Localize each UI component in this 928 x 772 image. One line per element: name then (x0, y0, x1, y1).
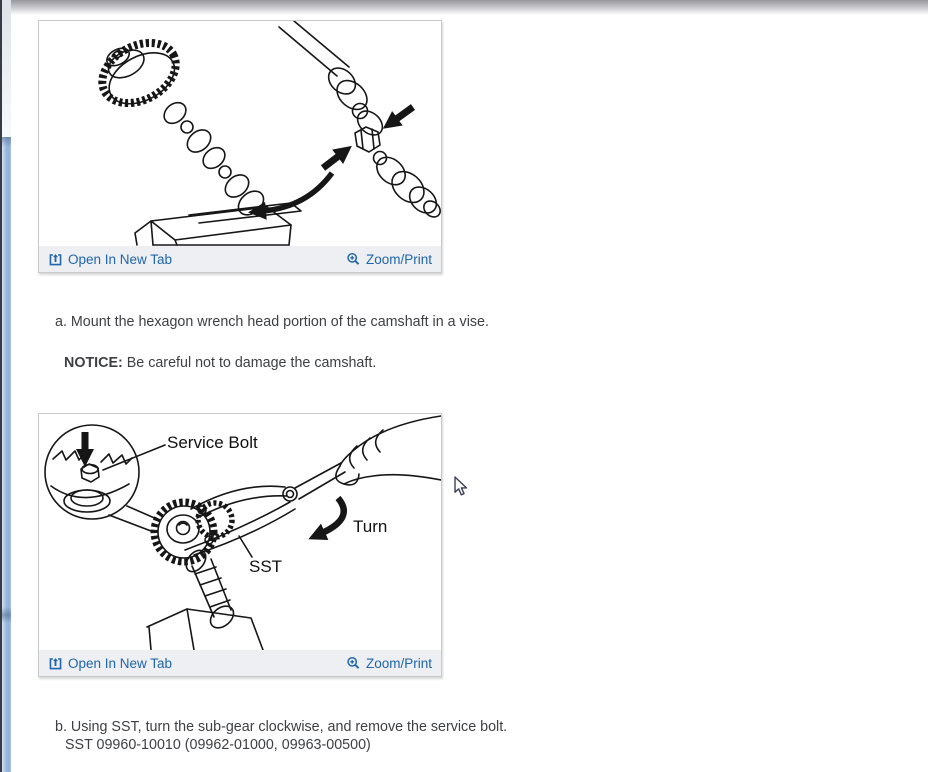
open-in-new-tab-link[interactable] (48, 656, 172, 671)
camshaft-vise-drawing (39, 21, 441, 246)
direction-arrows (263, 107, 413, 211)
zoom-print-label: Zoom/Print (365, 655, 432, 671)
window-top-edge (10, 0, 928, 15)
arrow-cursor (454, 476, 474, 498)
figure2-footer (39, 650, 441, 676)
notice-text (64, 355, 376, 371)
left-scrollbar[interactable] (0, 0, 11, 772)
notice-body: Be careful not to damage the camshaft. (122, 355, 377, 371)
notice-label: NOTICE: (64, 355, 123, 371)
turn-label: Turn (353, 517, 388, 536)
hexagon-wrench-head (355, 127, 380, 152)
open-in-new-tab-icon (48, 252, 63, 267)
zoom-print-label: Zoom/Print (365, 251, 432, 267)
right-camshaft (279, 21, 441, 220)
open-in-new-tab-link[interactable] (48, 252, 172, 267)
magnifier-plus-icon (346, 656, 361, 671)
service-bolt-inset (45, 425, 159, 531)
step-b-text: b. Using SST, turn the sub-gear clockwise, and remove the service bolt. (55, 719, 508, 735)
service-bolt-leader-line (103, 445, 165, 470)
step-a-text: a. Mount the hexagon wrench head portion of the camshaft in a vise. (55, 314, 489, 330)
sst-tool (185, 463, 345, 555)
scrollbar-thumb-grip (2, 607, 11, 623)
camshaft-shaft-and-vise (147, 547, 263, 650)
scrollbar-track[interactable] (2, 0, 11, 137)
figure-sst-tool (38, 413, 442, 677)
turn-arrow (322, 498, 344, 533)
hand (336, 416, 441, 485)
left-camshaft (160, 98, 268, 219)
camshaft-gear (90, 27, 187, 116)
zoom-print-link[interactable] (346, 656, 432, 671)
magnifier-plus-icon (346, 252, 361, 267)
zoom-print-link[interactable] (346, 252, 432, 267)
figure1-footer (39, 246, 441, 272)
sst-tool-drawing (39, 414, 441, 650)
sst-label: SST (249, 557, 283, 576)
figure-camshaft-vise (38, 20, 442, 273)
sst-part-numbers: SST 09960-10010 (09962-01000, 09963-00500) (65, 737, 371, 753)
figure2-illustration (39, 414, 441, 650)
figure1-illustration (39, 21, 441, 246)
service-bolt-label: Service Bolt (167, 433, 258, 452)
scrollbar-thumb[interactable] (2, 137, 11, 772)
open-in-new-tab-label: Open In New Tab (68, 251, 173, 267)
open-in-new-tab-label: Open In New Tab (68, 655, 173, 671)
sst-leader-line (239, 536, 252, 557)
scrollbar-thumb-shade (2, 137, 11, 147)
open-in-new-tab-icon (48, 656, 63, 671)
